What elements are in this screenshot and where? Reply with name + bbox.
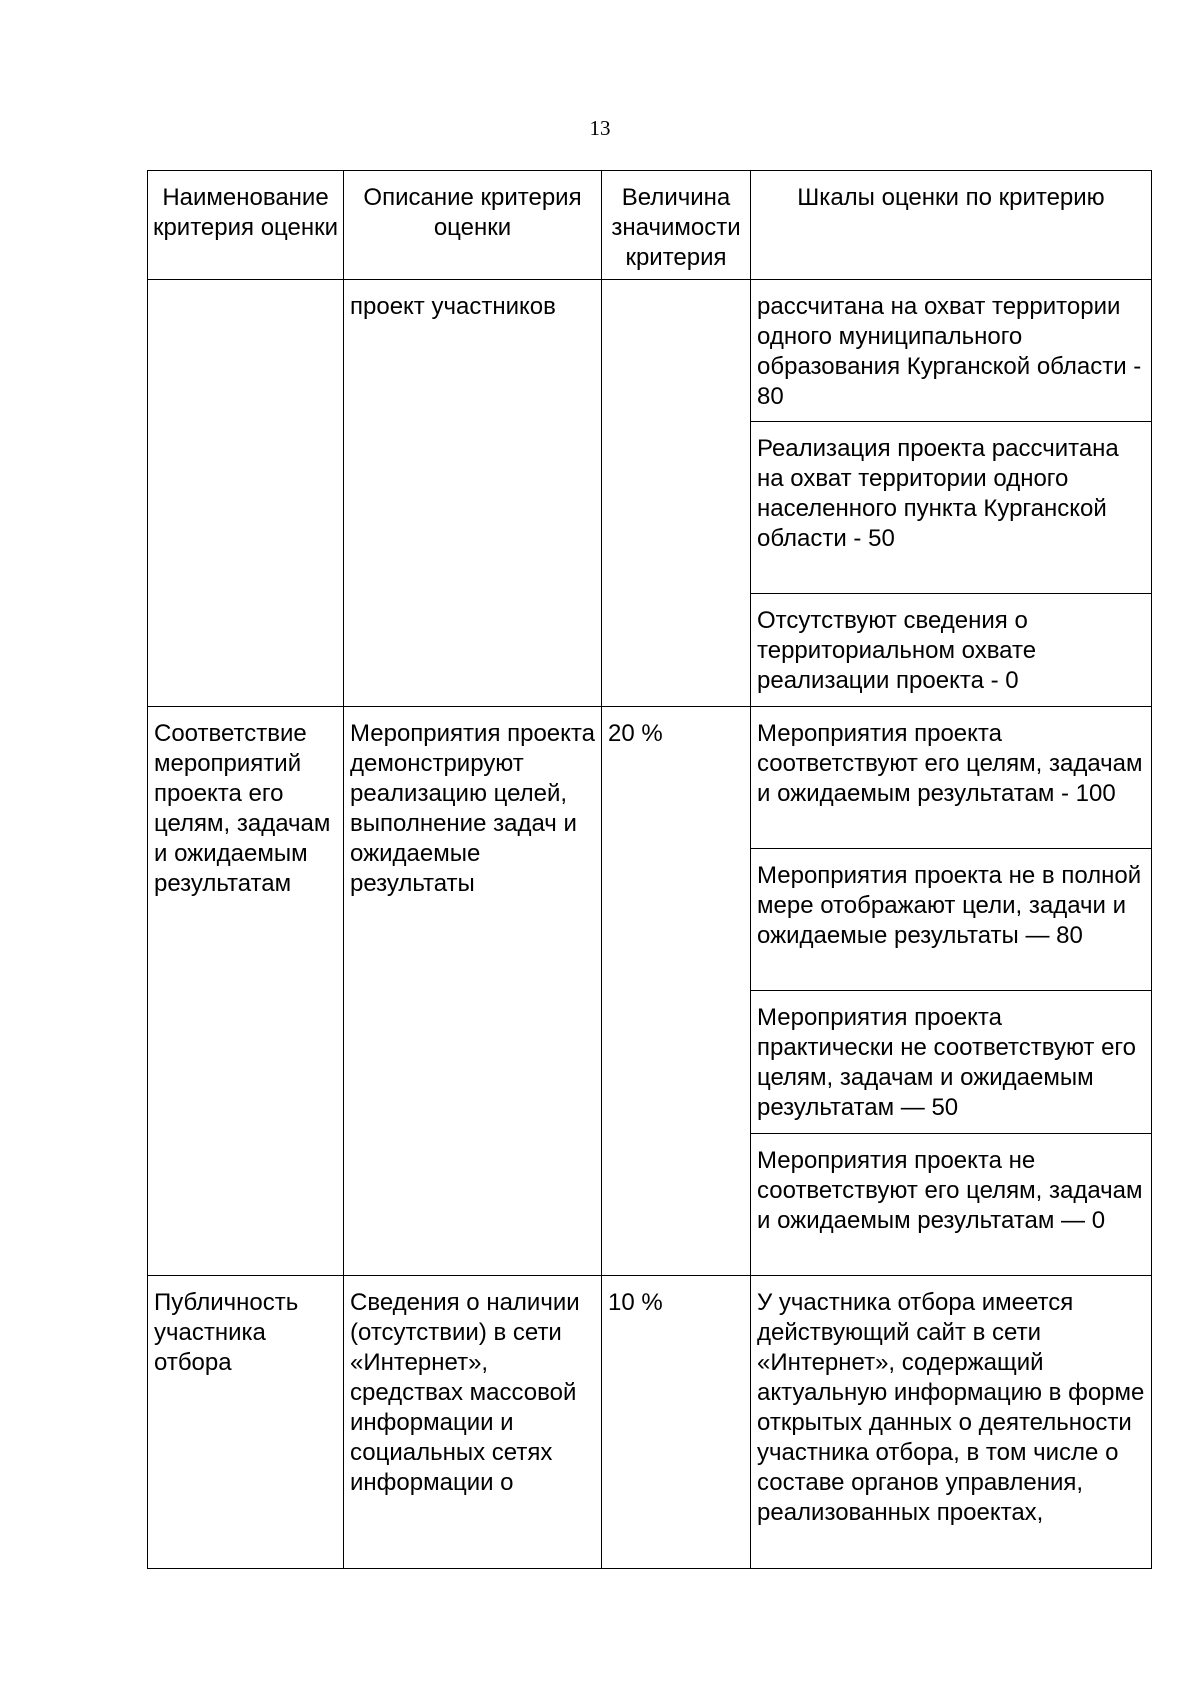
scale-cell: У участника отбора имеется действующий сайт в сети «Интернет», содержащий актуальную информацию в форме открытых данных о деятельности участника отбора, в том числе о составе органов управления, реализованных проектах, bbox=[751, 1276, 1152, 1569]
header-criterion-weight: Величина значимости критерия bbox=[602, 171, 751, 280]
scale-cell: Мероприятия проекта соответствуют его целям, задачам и ожидаемым результатам - 100 bbox=[751, 707, 1152, 849]
table-header-row bbox=[148, 171, 1152, 280]
table-row bbox=[148, 1276, 1152, 1569]
header-criterion-scales: Шкалы оценки по критерию bbox=[751, 171, 1152, 280]
scale-cell: рассчитана на охват территории одного муниципального образования Курганской области - 80 bbox=[751, 280, 1152, 422]
criterion-name-cell: Соответствие мероприятий проекта его целям, задачам и ожидаемым результатам bbox=[148, 707, 344, 1276]
scale-cell: Мероприятия проекта не соответствуют его целям, задачам и ожидаемым результатам — 0 bbox=[751, 1134, 1152, 1276]
table-row bbox=[148, 707, 1152, 849]
criterion-weight-cell: 10 % bbox=[602, 1276, 751, 1569]
scale-cell: Отсутствуют сведения о территориальном охвате реализации проекта - 0 bbox=[751, 594, 1152, 707]
criterion-description-cell: проект участников bbox=[344, 280, 602, 707]
table-row bbox=[148, 280, 1152, 422]
header-criterion-name: Наименование критерия оценки bbox=[148, 171, 344, 280]
header-criterion-description: Описание критерия оценки bbox=[344, 171, 602, 280]
scale-cell: Реализация проекта рассчитана на охват территории одного населенного пункта Курганской области - 50 bbox=[751, 422, 1152, 594]
criterion-description-cell: Мероприятия проекта демонстрируют реализацию целей, выполнение задач и ожидаемые результаты bbox=[344, 707, 602, 1276]
criterion-weight-cell: 20 % bbox=[602, 707, 751, 1276]
criterion-description-cell: Сведения о наличии (отсутствии) в сети «Интернет», средствах массовой информации и социальных сетях информации о bbox=[344, 1276, 602, 1569]
scale-cell: Мероприятия проекта не в полной мере отображают цели, задачи и ожидаемые результаты — 80 bbox=[751, 849, 1152, 991]
scale-cell: Мероприятия проекта практически не соответствуют его целям, задачам и ожидаемым результатам — 50 bbox=[751, 991, 1152, 1134]
criteria-table bbox=[147, 170, 1152, 1569]
criterion-name-cell bbox=[148, 280, 344, 707]
page-number: 13 bbox=[589, 116, 611, 140]
criterion-weight-cell bbox=[602, 280, 751, 707]
criterion-name-cell: Публичность участника отбора bbox=[148, 1276, 344, 1569]
